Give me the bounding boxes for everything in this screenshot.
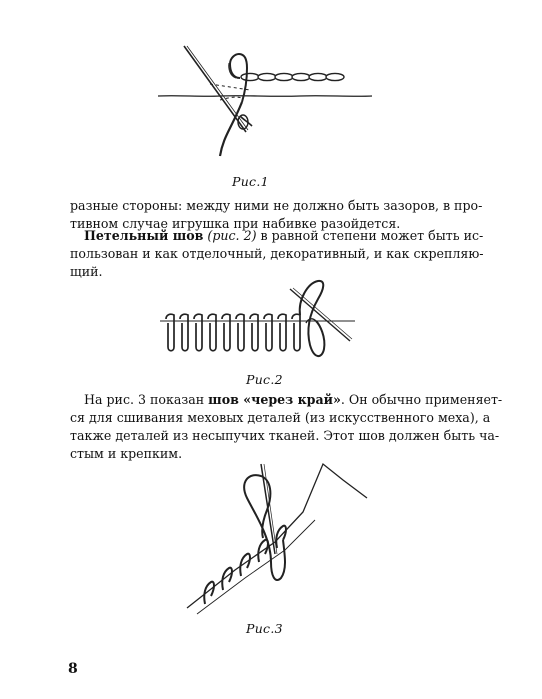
figure-3-overcast-stitch xyxy=(175,458,375,618)
paragraph-2-line-3: щий. xyxy=(70,264,103,279)
page-number: 8 xyxy=(68,661,78,677)
figure-2-reference: (рис. 2) xyxy=(207,228,257,243)
paragraph-3-line-4: стым и крепким. xyxy=(70,446,183,461)
term-overcast-stitch: шов «через край» xyxy=(208,392,341,407)
paragraph-2 xyxy=(70,227,484,281)
figure-2-buttonhole-stitch xyxy=(150,275,370,370)
paragraph-2-line-2: пользован и как отделочный, декоративный, и как скрепляю- xyxy=(70,246,484,261)
figure-2-caption: Рис.2 xyxy=(246,372,283,387)
term-buttonhole-stitch: Петельный шов xyxy=(84,228,204,243)
paragraph-3-line-1 xyxy=(70,391,503,409)
figure-1-caption: Рис.1 xyxy=(232,174,269,189)
figure-1-running-stitch xyxy=(150,40,380,165)
paragraph-3-line-1-rest: . Он обычно применяет- xyxy=(340,392,503,407)
paragraph-1-line-2: тивном случае игрушка при набивке разойдется. xyxy=(70,216,401,231)
paragraph-3-line-2: ся для сшивания меховых деталей (из искусственного меха), а xyxy=(70,410,491,425)
paragraph-3 xyxy=(70,391,503,463)
paragraph-2-line-1 xyxy=(70,227,484,245)
paragraph-2-line-1-rest: в равной степени может быть ис- xyxy=(260,228,484,243)
figure-3-caption: Рис.3 xyxy=(246,621,283,636)
paragraph-3-line-3: также деталей из несыпучих тканей. Этот шов должен быть ча- xyxy=(70,428,500,443)
paragraph-3-line-1-start: На рис. 3 показан xyxy=(84,392,205,407)
paragraph-1-line-1: разные стороны: между ними не должно быть зазоров, в про- xyxy=(70,198,483,213)
